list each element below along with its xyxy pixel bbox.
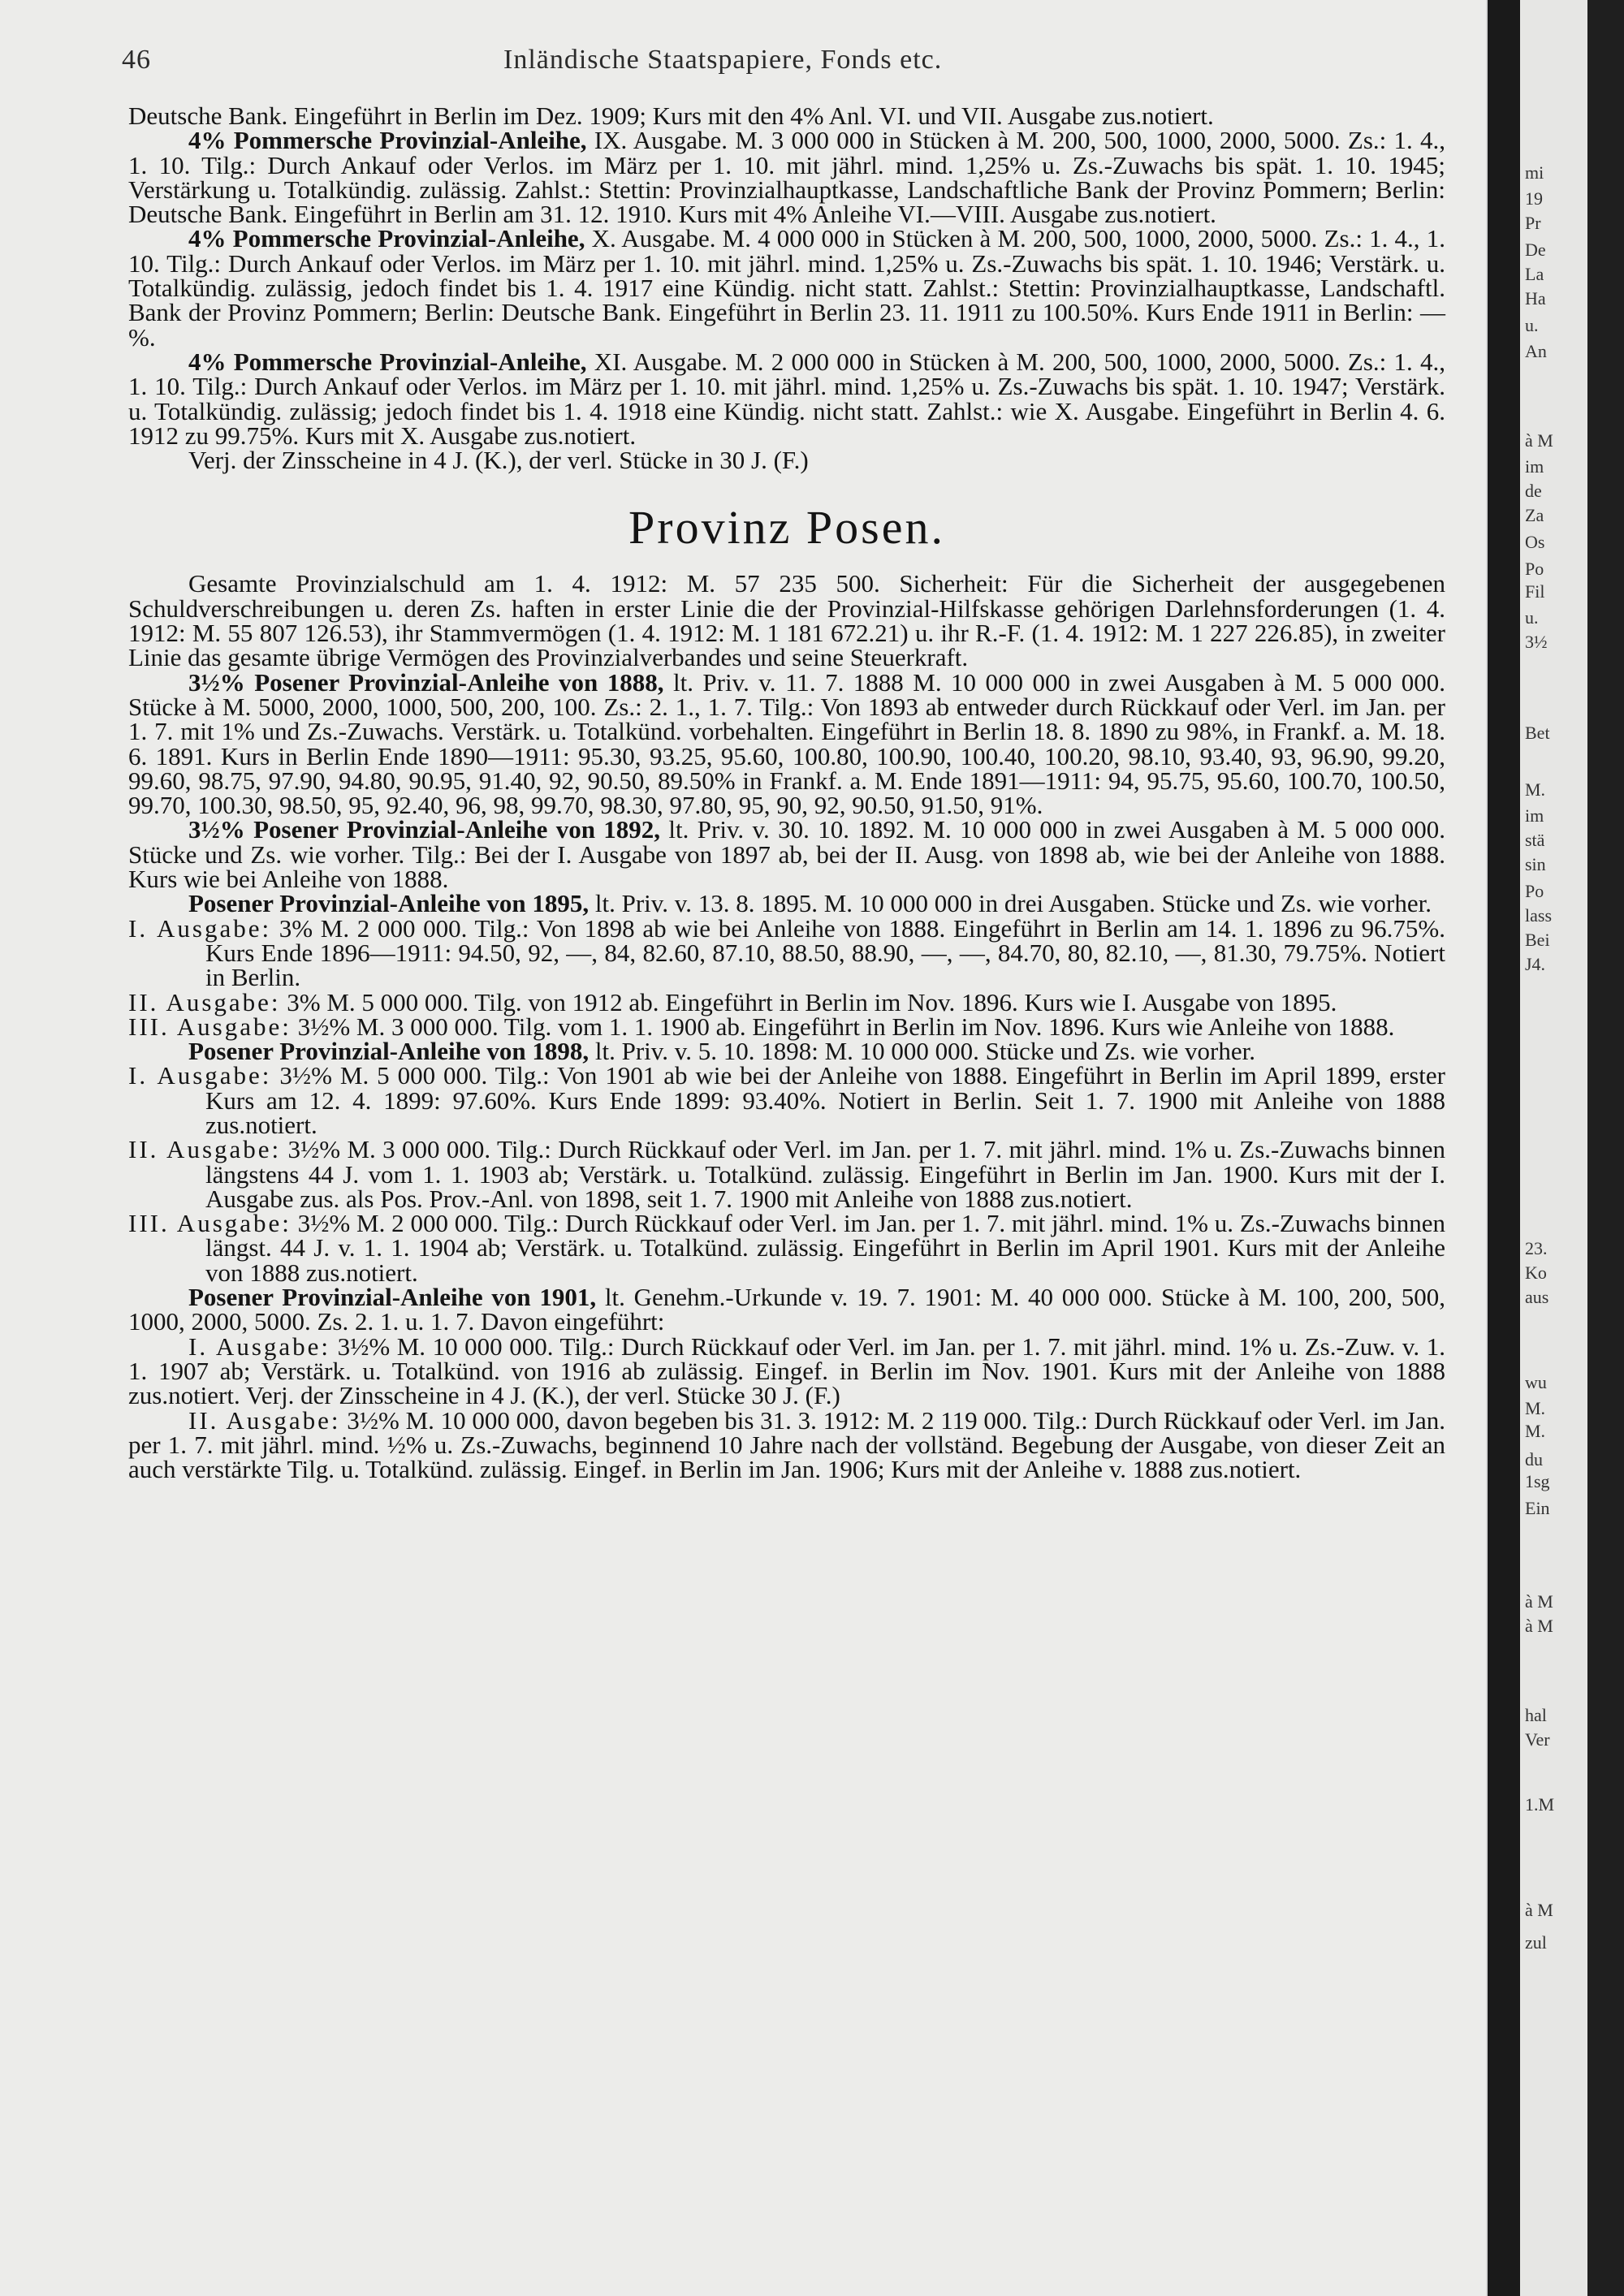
- issue-text: 3½% M. 5 000 000. Tilg.: Von 1901 ab wie bei der Anleihe von 1888. Eingeführt in Berlin im April 1899, erster Kurs am 12. 4. 1899: 97.60%. Kurs Ende 1899: 93.40%. Notiert in Berlin. Seit 1. 7. 1900 mit Anleihe von 1888 zus.notiert.: [205, 1061, 1445, 1139]
- facing-page-fragment: Fil: [1525, 581, 1545, 602]
- issue-text: 3½% M. 3 000 000. Tilg.: Durch Rückkauf oder Verl. im Jan. per 1. 7. mit jährl. mind. 1% u. Zs.-Zuwachs binnen längstens 44 J. vom 1. 1. 1903 ab; Verstärk. u. Totalkünd. zulässig. Eingeführt in Berlin im Jan. 1900. Kurs mit der I. Ausgabe zus. als Pos. Prov.-Anl. von 1898, seit 1. 7. 1900 mit Anleihe von 1888 zus.notiert.: [205, 1135, 1445, 1213]
- facing-page-fragment: M.: [1525, 1398, 1546, 1418]
- posen-loan-1901-head: [128, 1285, 1445, 1335]
- facing-page-fragment: M.: [1525, 1421, 1546, 1441]
- issue-text: 3½% M. 3 000 000. Tilg. vom 1. 1. 1900 ab. Eingeführt in Berlin im Nov. 1896. Kurs wie Anleihe von 1888.: [291, 1012, 1395, 1041]
- facing-page-fragment: M.: [1525, 779, 1546, 800]
- facing-page-fragment: de: [1525, 481, 1542, 501]
- scan-edge-shadow: [1587, 0, 1624, 2296]
- issue-label: II. Ausgabe:: [128, 1135, 282, 1164]
- loan-heading: Posener Provinzial-Anleihe von 1898,: [188, 1037, 590, 1066]
- facing-page-fragment: aus: [1525, 1287, 1549, 1307]
- facing-page-fragment: à M: [1525, 1616, 1553, 1636]
- facing-page-fragment: J4.: [1525, 954, 1546, 974]
- facing-page-fragment: du: [1525, 1449, 1543, 1470]
- issue-label: I. Ausgabe:: [128, 913, 272, 943]
- loan-text: X. Ausgabe. M. 4 000 000 in Stücken à M. 200, 500, 1000, 2000, 5000. Zs.: 1. 4., 1. 10. Tilg.: Durch Ankauf oder Verlos. im März per 1. 10. mit jährl. mind. 1,25% u. Zs.-Zuwachs bis spät. 1. 10. 1946; Verstärk. u. Totalkündig. zulässig, jedoch findet bis 1. 4. 1917 eine Kündig. nicht statt. Zahlst.: Stettin: Provinzialhauptkasse, Landschaftl. Bank der Provinz Pommern; Berlin: Deutsche Bank. Eingeführt in Berlin 23. 11. 1911 zu 100.50%. Kurs Ende 1911 in Berlin: —%.: [128, 224, 1445, 352]
- facing-page-fragment: wu: [1525, 1372, 1547, 1392]
- posen-loan-1888: [128, 667, 1445, 820]
- issue-label: III. Ausgabe:: [128, 1209, 292, 1238]
- issue-text: 3% M. 5 000 000. Tilg. von 1912 ab. Eingeführt in Berlin im Nov. 1896. Kurs wie I. Ausgabe von 1895.: [280, 987, 1337, 1016]
- loan-heading: 3½% Posener Provinzial-Anleihe von 1888,: [188, 667, 664, 697]
- issue-item: [128, 913, 1445, 992]
- posen-loan-1898-head: [128, 1039, 1445, 1064]
- issue-label: III. Ausgabe:: [128, 1012, 292, 1041]
- loan-heading: 4% Pommersche Provinzial-Anleihe,: [188, 126, 587, 155]
- issue-label: I. Ausgabe:: [188, 1331, 331, 1361]
- posen-loan-1892: [128, 815, 1445, 894]
- facing-page-fragment: u.: [1525, 315, 1539, 335]
- issue-text: 3½% M. 2 000 000. Tilg.: Durch Rückkauf oder Verl. im Jan. per 1. 7. mit jährl. mind. 1% u. Zs.-Zuwachs binnen längst. 44 J. v. 1. 1. 1904 ab; Verstärk. u. Totalkünd. zulässig. Eingeführt in Berlin im April 1901. Kurs mit der Anleihe von 1888 zus.notiert.: [205, 1209, 1445, 1287]
- loan-text: lt. Priv. v. 11. 7. 1888 M. 10 000 000 in zwei Ausgaben à M. 5 000 000. Stücke à M. 5000, 2000, 1000, 500, 200, 100. Zs.: 2. 1., 1. 7. Tilg.: Von 1893 ab entweder durch Rückkauf oder Verl. im Jan. per 1. 7. mit 1% und Zs.-Zuwachs. Verstärk. u. Totalkünd. vorbehalten. Eingeführt in Berlin 18. 8. 1890 zu 98%, in Frankf. a. M. 18. 6. 1891. Kurs in Berlin Ende 1890—1911: 95.30, 93.25, 95.60, 100.80, 100.90, 100.40, 100.20, 98.10, 93.40, 93, 96.90, 99.20, 99.60, 98.75, 97.90, 94.80, 90.95, 91.40, 92, 90.50, 89.50% in Frankf. a. M. Ende 1891—1911: 94, 95.75, 95.60, 100.70, 100.50, 99.70, 100.30, 98.50, 95, 92.40, 96, 98, 99.70, 98.30, 97.80, 95, 90, 92, 90.50, 91.50, 91%.: [128, 667, 1445, 820]
- loan-text: XI. Ausgabe. M. 2 000 000 in Stücken à M. 200, 500, 1000, 2000, 5000. Zs.: 1. 4., 1. 10. Tilg.: Durch Ankauf oder Verlos. im März per 1. 10. mit jährl. mind. 1,25% u. Zs.-Zuwachs bis spät. 1. 10. 1947; Verstärk. u. Totalkündig. zulässig; jedoch findet bis 1. 4. 1918 eine Kündig. nicht statt. Zahlst.: wie X. Ausgabe. Eingeführt in Berlin 4. 6. 1912 zu 99.75%. Kurs mit X. Ausgabe zus.notiert.: [128, 347, 1445, 450]
- issue-label: II. Ausgabe:: [188, 1405, 341, 1435]
- issue-item: [128, 1331, 1445, 1410]
- facing-page-fragment: Bet: [1525, 723, 1550, 743]
- facing-page-fragment: 3½: [1525, 632, 1548, 652]
- facing-page-fragment: im: [1525, 805, 1544, 826]
- facing-page-fragment: stä: [1525, 830, 1545, 850]
- facing-page-fragment: 19: [1525, 188, 1543, 209]
- loan-text: IX. Ausgabe. M. 3 000 000 in Stücken à M. 200, 500, 1000, 2000, 5000. Zs.: 1. 4., 1. 10. Tilg.: Durch Ankauf oder Verlos. im März per 1. 10. mit jährl. mind. 1,25% u. Zs.-Zuwachs bis spät. 1. 10. 1945; Verstärkung u. Totalkündig. zulässig. Zahlst.: Stettin: Provinzialhauptkasse, Landschaftliche Bank der Provinz Pommern; Berlin: Deutsche Bank. Eingeführt in Berlin am 31. 12. 1910. Kurs mit 4% Anleihe VI.—VIII. Ausgabe zus.notiert.: [128, 126, 1445, 229]
- facing-page-fragment: Po: [1525, 559, 1544, 579]
- facing-page-fragment: Ha: [1525, 288, 1546, 309]
- posen-loan-1895-head: [128, 891, 1445, 916]
- loan-heading: Posener Provinzial-Anleihe von 1895,: [188, 889, 590, 918]
- section-title: Provinz Posen.: [628, 501, 945, 555]
- page-number: 46: [122, 45, 151, 75]
- facing-page-fragment: An: [1525, 341, 1547, 361]
- issue-item: [128, 1211, 1445, 1285]
- facing-page-fragment: Za: [1525, 505, 1544, 525]
- pommern-loan-ix: [128, 128, 1445, 227]
- facing-page-fragment: Bei: [1525, 930, 1550, 950]
- loan-text: lt. Priv. v. 5. 10. 1898: M. 10 000 000. Stücke und Zs. wie vorher.: [589, 1037, 1255, 1066]
- running-header: [122, 45, 1453, 77]
- pommern-loan-xi: [128, 347, 1445, 450]
- issue-item: [128, 1405, 1445, 1484]
- facing-page-fragment: im: [1525, 456, 1544, 477]
- facing-page-fragment: 1.M: [1525, 1794, 1555, 1815]
- issue-text: 3½% M. 10 000 000, davon begeben bis 31. 3. 1912: M. 2 119 000. Tilg.: Durch Rückkauf oder Verl. im Jan. per 1. 7. mit jährl. mind. ½% u. Zs.-Zuwachs, beginnend 10 Jahre nach der vollständ. Begebung der Ausgabe, von dieser Zeit an auch verstärkte Tilg. u. Totalkünd. zulässig. Eingef. in Berlin im Jan. 1906; Kurs mit der Anleihe v. 1888 zus.notiert.: [128, 1405, 1445, 1484]
- facing-page-fragment: mi: [1525, 162, 1544, 183]
- facing-page-edge: [1520, 0, 1587, 2296]
- facing-page-fragment: 23.: [1525, 1238, 1548, 1258]
- book-gutter-shadow: [1488, 0, 1520, 2296]
- facing-page-fragment: Ein: [1525, 1498, 1550, 1518]
- loan-text: lt. Priv. v. 30. 10. 1892. M. 10 000 000 in zwei Ausgaben à M. 5 000 000. Stücke und Zs. wie vorher. Tilg.: Bei der I. Ausgabe von 1897 ab, bei der II. Ausg. von 1898 ab, wie bei der Anleihe von 1888. Kurs wie bei Anleihe von 1888.: [128, 815, 1445, 894]
- facing-page-fragment: hal: [1525, 1705, 1547, 1725]
- pommern-verjaehrung: Verj. der Zinsscheine in 4 J. (K.), der verl. Stücke in 30 J. (F.): [188, 446, 809, 475]
- facing-page-fragment: Ver: [1525, 1729, 1550, 1750]
- facing-page-fragment: De: [1525, 240, 1546, 260]
- issue-text: 3½% M. 10 000 000. Tilg.: Durch Rückkauf oder Verl. im Jan. per 1. 7. mit jährl. mind. 1% u. Zs.-Zuw. v. 1. 1. 1907 ab; Verstärk. u. Totalkünd. von 1916 ab zulässig. Eingef. in Berlin im Nov. 1901. Kurs mit der Anleihe von 1888 zus.notiert. Verj. der Zinsscheine in 4 J. (K.), der verl. Stücke 30 J. (F.): [128, 1331, 1445, 1410]
- facing-page-fragment: Ko: [1525, 1262, 1547, 1283]
- facing-page-fragment: zul: [1525, 1932, 1547, 1953]
- issue-text: 3% M. 2 000 000. Tilg.: Von 1898 ab wie bei Anleihe von 1888. Eingeführt in Berlin am 14. 1. 1896 zu 96.75%. Kurs Ende 1896—1911: 94.50, 92, —, 84, 82.60, 87.10, 88.50, 88.90, —, —, 84.70, 80, 82.10, —, 81.30, 79.75%. Notiert in Berlin.: [205, 913, 1445, 992]
- posen-intro: Gesamte Provinzialschuld am 1. 4. 1912: M. 57 235 500. Sicherheit: Für die Sicherheit der ausgegebenen Schuldverschreibungen u. deren Zs. haften in erster Linie die der Provinzial-Hilfskasse gehörigen Darlehnsforderungen (1. 4. 1912: M. 55 807 126.53), ihr Stammvermögen (1. 4. 1912: M. 1 181 672.21) u. ihr R.-F. (1. 4. 1912: M. 1 227 226.85), in zweiter Linie das gesamte übrige Vermögen des Provinzialverbandes und seine Steuerkraft.: [128, 569, 1445, 672]
- pommern-loan-x: [128, 224, 1445, 352]
- page-body: [128, 101, 1445, 1484]
- facing-page-fragment: 1sg: [1525, 1471, 1550, 1491]
- facing-page-fragment: La: [1525, 264, 1544, 284]
- facing-page-fragment: à M: [1525, 1900, 1553, 1920]
- issue-label: II. Ausgabe:: [128, 987, 281, 1016]
- loan-heading: Posener Provinzial-Anleihe von 1901,: [188, 1283, 597, 1312]
- issue-item: [128, 1061, 1445, 1139]
- issue-item: [128, 987, 1445, 1016]
- issue-label: I. Ausgabe:: [128, 1061, 272, 1090]
- facing-page-fragment: u.: [1525, 607, 1539, 628]
- facing-page-fragment: lass: [1525, 905, 1552, 926]
- pommern-continuation: Deutsche Bank. Eingeführt in Berlin im Dez. 1909; Kurs mit den 4% Anl. VI. und VII. Ausgabe zus.notiert.: [128, 101, 1214, 130]
- loan-text: lt. Genehm.-Urkunde v. 19. 7. 1901: M. 40 000 000. Stücke à M. 100, 200, 500, 1000, 2000, 5000. Zs. 2. 1. u. 1. 7. Davon eingeführt:: [128, 1283, 1445, 1336]
- loan-text: lt. Priv. v. 13. 8. 1895. M. 10 000 000 in drei Ausgaben. Stücke und Zs. wie vorher.: [589, 889, 1432, 918]
- loan-heading: 4% Pommersche Provinzial-Anleihe,: [188, 224, 585, 253]
- issue-item: [128, 1012, 1445, 1041]
- loan-heading: 3½% Posener Provinzial-Anleihe von 1892,: [188, 815, 661, 844]
- facing-page-fragment: à M: [1525, 430, 1553, 451]
- facing-page-fragment: Pr: [1525, 213, 1541, 233]
- issue-item: [128, 1137, 1445, 1211]
- facing-page-fragment: sin: [1525, 854, 1546, 874]
- facing-page-fragment: Os: [1525, 532, 1545, 552]
- running-title: Inländische Staatspapiere, Fonds etc.: [503, 45, 943, 75]
- facing-page-fragment: Po: [1525, 881, 1544, 901]
- facing-page-fragment: à M: [1525, 1591, 1553, 1612]
- loan-heading: 4% Pommersche Provinzial-Anleihe,: [188, 347, 587, 376]
